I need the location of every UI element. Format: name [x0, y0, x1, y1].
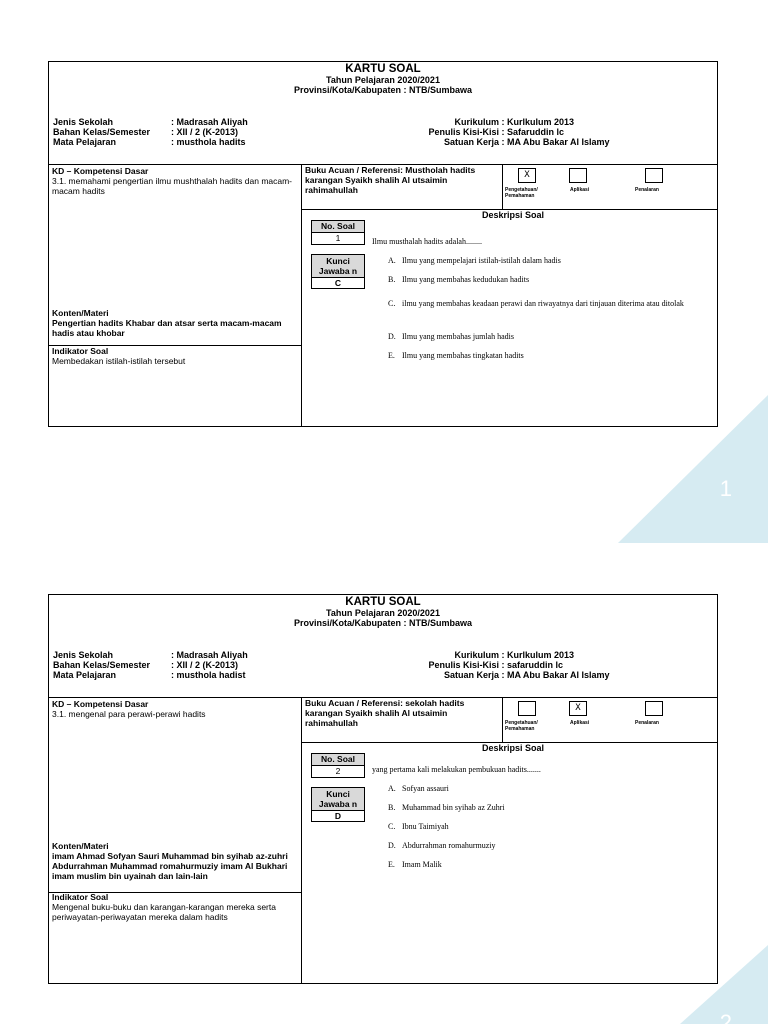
- page-number: 2: [719, 1010, 732, 1035]
- kd-title: KD – Kompetensi Dasar: [52, 166, 149, 176]
- option-letter: C.: [388, 822, 396, 831]
- konten-section: [49, 841, 301, 881]
- meta-value: : Madrasah Aliyah: [171, 650, 248, 660]
- level-checkbox: X: [569, 701, 587, 716]
- level-checkbox: [569, 168, 587, 183]
- decorative-triangle: [618, 395, 768, 543]
- kunci-label: Kunci Jawaba n: [312, 255, 364, 278]
- option-text: ilmu yang membahas keadaan perawi dan riwayatnya dari tinjauan diterima atau ditolak: [402, 299, 684, 308]
- option-text: Ilmu yang mempelajari istilah-istilah dalam hadis: [402, 256, 561, 265]
- no-soal-value: 2: [335, 766, 341, 776]
- card-title: KARTU SOAL: [345, 596, 421, 608]
- card-year: Tahun Pelajaran 2020/2021: [326, 75, 440, 85]
- indikator-title: Indikator Soal: [52, 346, 109, 356]
- left-column: [49, 698, 302, 983]
- option-letter: D.: [388, 841, 396, 850]
- kd-section: [49, 166, 301, 196]
- left-meta: [53, 650, 248, 680]
- indikator-text: Mengenal buku-buku dan karangan-karangan mereka serta periwayatan-periwayatan mereka dalam hadits: [52, 902, 276, 922]
- kunci-label: Kunci Jawaba n: [312, 788, 364, 811]
- option-text: Imam Malik: [402, 860, 442, 869]
- kunci-box: [311, 254, 365, 289]
- meta-key: Penulis Kisi-Kisi: [428, 660, 499, 670]
- no-soal-box: [311, 220, 365, 245]
- card-body: [49, 164, 717, 426]
- konten-section: [49, 308, 301, 338]
- kd-text: 3.1. mengenal para perawi-perawi hadits: [52, 709, 206, 719]
- level-checkbox: [518, 701, 536, 716]
- level-label: Pengetahuan/ Pemahaman: [505, 187, 538, 199]
- level-label: Penalaran: [635, 187, 659, 193]
- page-number: 1: [719, 476, 732, 501]
- level-boxes: [502, 698, 717, 742]
- meta-value: : MA Abu Bakar Al Islamy: [501, 670, 610, 680]
- meta-key: Mata Pelajaran: [53, 137, 117, 147]
- indikator-text: Membedakan istilah-istilah tersebut: [52, 356, 186, 366]
- option-text: Ilmu yang membahas tingkatan hadits: [402, 351, 524, 360]
- indikator-title: Indikator Soal: [52, 892, 109, 902]
- meta-key: Jenis Sekolah: [53, 117, 114, 127]
- option-e: [388, 351, 711, 361]
- card-year: Tahun Pelajaran 2020/2021: [326, 608, 440, 618]
- konten-text: Pengertian hadits Khabar dan atsar serta macam-macam hadis atau khobar: [52, 318, 282, 338]
- option-letter: E.: [388, 351, 395, 360]
- deskripsi-title: Deskripsi Soal: [482, 743, 545, 753]
- buku-acuan: Buku Acuan / Referensi: Mustholah hadits karangan Syaikh shalih Al utsaimin rahimahullah: [305, 165, 476, 195]
- meta-value: : Kurlkulum 2013: [501, 117, 575, 127]
- kd-title: KD – Kompetensi Dasar: [52, 699, 149, 709]
- question-card-2: [48, 594, 718, 984]
- meta-key: Mata Pelajaran: [53, 670, 117, 680]
- indikator-section: [49, 346, 301, 366]
- meta-value: : XII / 2 (K-2013): [171, 660, 239, 670]
- meta-value: : XII / 2 (K-2013): [171, 127, 239, 137]
- option-letter: A.: [388, 784, 396, 793]
- level-checkbox: [645, 701, 663, 716]
- right-meta: [384, 650, 610, 680]
- level-label: Aplikasi: [570, 720, 590, 726]
- option-b: [388, 803, 711, 813]
- meta-key: Jenis Sekolah: [53, 650, 114, 660]
- option-letter: B.: [388, 275, 396, 284]
- option-c: [388, 822, 711, 832]
- right-meta: [384, 117, 610, 147]
- meta-key: Satuan Kerja: [443, 137, 499, 147]
- meta-value: : Madrasah Aliyah: [171, 117, 248, 127]
- card-title: KARTU SOAL: [345, 63, 421, 75]
- option-letter: A.: [388, 256, 396, 265]
- konten-title: Konten/Materi: [52, 841, 109, 851]
- meta-value: : musthola hadits: [171, 137, 246, 147]
- level-checkbox: X: [518, 168, 536, 183]
- option-text: Ibnu Taimiyah: [402, 822, 449, 831]
- meta-value: : safaruddin lc: [501, 660, 564, 670]
- option-text: Muhammad bin syihab az Zuhri: [402, 803, 505, 812]
- option-text: Abdurrahman romahurmuziy: [402, 841, 496, 850]
- meta-key: Satuan Kerja: [443, 670, 499, 680]
- card-province: Provinsi/Kota/Kabupaten : NTB/Sumbawa: [293, 618, 473, 628]
- meta-value: : musthola hadist: [171, 670, 246, 680]
- option-a: [388, 784, 711, 794]
- no-soal-label: No. Soal: [312, 754, 364, 766]
- right-column: [302, 698, 717, 983]
- kunci-value: C: [334, 278, 342, 288]
- left-meta: [53, 117, 248, 147]
- option-e: [388, 860, 711, 870]
- kd-text: 3.1. memahami pengertian ilmu mushthalah hadits dan macam-macam hadits: [52, 176, 293, 196]
- card-body: [49, 697, 717, 983]
- left-column: [49, 165, 302, 426]
- indikator-section: [49, 892, 301, 922]
- meta-value: : Kurlkulum 2013: [501, 650, 575, 660]
- option-letter: E.: [388, 860, 395, 869]
- meta-value: : MA Abu Bakar Al Islamy: [501, 137, 610, 147]
- option-letter: B.: [388, 803, 396, 812]
- card-header: [49, 596, 717, 628]
- level-label: Penalaran: [635, 720, 659, 726]
- konten-title: Konten/Materi: [52, 308, 109, 318]
- option-text: Ilmu yang membahas kedudukan hadits: [402, 275, 530, 284]
- option-a: [388, 256, 711, 266]
- right-column: [302, 165, 717, 426]
- kunci-box: [311, 787, 365, 822]
- kunci-value: D: [334, 811, 342, 821]
- level-checkbox: [645, 168, 663, 183]
- option-c: [388, 294, 711, 313]
- card-header: [49, 63, 717, 95]
- meta-key: Penulis Kisi-Kisi: [428, 127, 499, 137]
- meta-key: Bahan Kelas/Semester: [53, 660, 151, 670]
- option-d: [388, 332, 711, 342]
- no-soal-box: [311, 753, 365, 778]
- option-letter: D.: [388, 332, 396, 341]
- option-text: Ilmu yang membahas jumlah hadis: [402, 332, 514, 341]
- meta-key: Kurikulum: [454, 117, 499, 127]
- question-text: yang pertama kali melakukan pembukuan hadits.......: [372, 765, 541, 774]
- deskripsi-title: Deskripsi Soal: [482, 210, 545, 220]
- level-label: Pengetahuan/ Pemahaman: [505, 720, 538, 732]
- meta-key: Bahan Kelas/Semester: [53, 127, 151, 137]
- no-soal-label: No. Soal: [312, 221, 364, 233]
- meta-key: Kurikulum: [454, 650, 499, 660]
- option-letter: C.: [388, 299, 396, 308]
- card-province: Provinsi/Kota/Kabupaten : NTB/Sumbawa: [293, 85, 473, 95]
- option-b: [388, 275, 711, 285]
- option-d: [388, 841, 711, 851]
- level-boxes: [502, 165, 717, 209]
- question-card-1: [48, 61, 718, 427]
- meta-value: : Safaruddin lc: [501, 127, 565, 137]
- level-label: Aplikasi: [570, 187, 590, 193]
- konten-text: imam Ahmad Sofyan Sauri Muhammad bin syihab az-zuhri Abdurrahman Muhammad romahurmuziy imam Al Bukhari imam muslim bin uyainah dan lain-lain: [52, 851, 288, 881]
- buku-acuan: Buku Acuan / Referensi: sekolah hadits karangan Syaikh shalih Al utsaimin rahimahullah: [305, 698, 465, 728]
- no-soal-value: 1: [335, 233, 341, 243]
- kd-section: [49, 699, 301, 719]
- question-text: Ilmu musthalah hadits adalah........: [372, 237, 482, 246]
- option-text: Sofyan assauri: [402, 784, 449, 793]
